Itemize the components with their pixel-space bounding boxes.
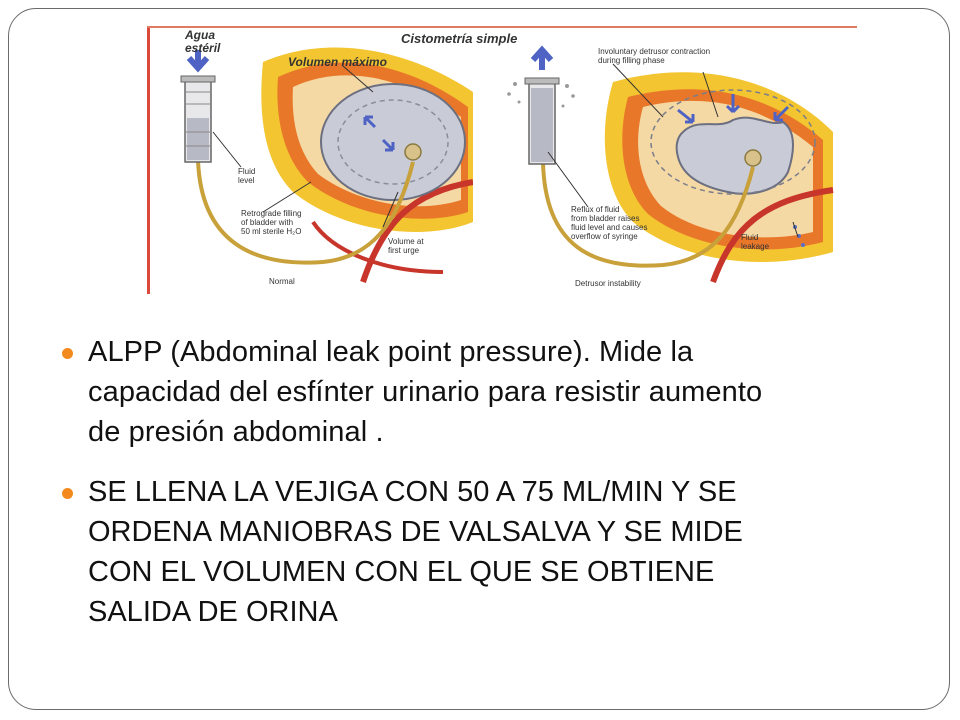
reflux-arrow-up-icon	[533, 50, 551, 70]
water-label-2: estéril	[185, 41, 221, 55]
water-label-1: Agua	[185, 28, 215, 42]
left-panel	[181, 28, 473, 286]
retro-label-2: of bladder with	[241, 218, 294, 227]
bullet-dot-icon	[62, 348, 73, 359]
bullet-alpp-line-1: ALPP (Abdominal leak point pressure). Mide la	[88, 336, 694, 368]
cystometry-figure	[143, 22, 860, 296]
right-caption: Detrusor instability	[575, 279, 641, 288]
reflux-label-4: overflow of syringe	[571, 232, 638, 241]
bullet-dot-icon	[62, 488, 73, 499]
leak-label-2: leakage	[741, 242, 770, 251]
right-syringe-fluid	[531, 88, 553, 162]
bullet-procedure	[62, 472, 950, 632]
bullet-procedure-line-1: SE LLENA LA VEJIGA CON 50 A 75 ML/MIN Y SE	[88, 476, 737, 508]
panel-divider	[473, 52, 479, 296]
fluid-level-label-1: Fluid	[238, 167, 256, 176]
right-panel	[507, 47, 833, 288]
contraction-label-1: Involuntary detrusor contraction	[598, 47, 711, 56]
bullet-procedure-line-4: SALIDA DE ORINA	[88, 596, 338, 628]
bullet-procedure-line-3: CON EL VOLUMEN CON EL QUE SE OBTIENE	[88, 556, 715, 588]
figure-top-line	[147, 26, 857, 28]
bullet-alpp-line-2: capacidad del esfínter urinario para resistir aumento	[88, 376, 763, 408]
first-urge-label-2: first urge	[388, 246, 420, 255]
reflux-label-1: Reflux of fluid	[571, 205, 620, 214]
retro-label-3: 50 ml sterile H₂O	[241, 227, 302, 236]
reflux-label-3: fluid level and causes	[571, 223, 648, 232]
right-catheter-tip	[745, 150, 761, 166]
reflux-label-2: from bladder raises	[571, 214, 640, 223]
left-catheter-tip	[405, 144, 421, 160]
first-urge-label-1: Volume at	[388, 237, 424, 246]
retro-label-1: Retrograde filling	[241, 209, 302, 218]
left-syringe-fluid	[187, 118, 209, 160]
volume-label: Volumen máximo	[288, 55, 387, 69]
bullet-alpp-line-3: de presión abdominal .	[88, 416, 384, 448]
fluid-level-label-2: level	[238, 176, 255, 185]
leak-label-1: Fluid	[741, 233, 759, 242]
bullet-alpp	[62, 332, 950, 452]
cystometry-illustration	[143, 22, 860, 296]
bullet-list	[62, 332, 950, 632]
figure-border-line	[147, 26, 150, 294]
bullet-procedure-line-2: ORDENA MANIOBRAS DE VALSALVA Y SE MIDE	[88, 516, 743, 548]
left-caption: Normal	[269, 277, 295, 286]
contraction-label-2: during filling phase	[598, 56, 665, 65]
figure-title: Cistometría simple	[401, 31, 518, 46]
